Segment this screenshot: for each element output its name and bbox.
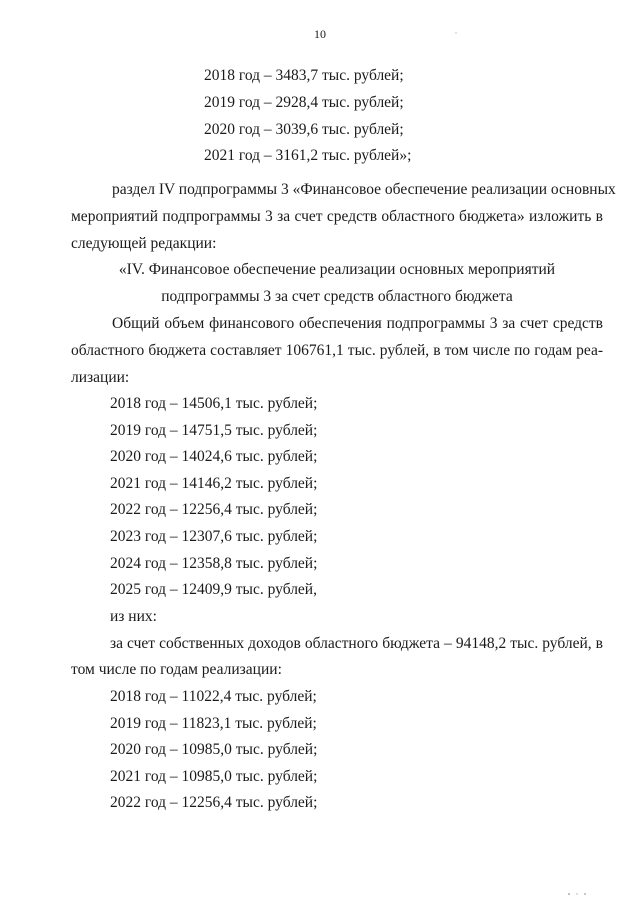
paragraph-line: Общий объем финансового обеспечения подпрограммы 3 за счет средств bbox=[112, 315, 603, 332]
year-amount-line: 2023 год – 12307,6 тыс. рублей; bbox=[110, 528, 318, 545]
scan-speck bbox=[566, 890, 590, 898]
year-amount-line: 2020 год – 3039,6 тыс. рублей; bbox=[204, 121, 404, 138]
year-amount-line: 2018 год – 3483,7 тыс. рублей; bbox=[204, 67, 404, 84]
paragraph-line: мероприятий подпрограммы 3 за счет средств областного бюджета» изложить в bbox=[71, 208, 603, 225]
year-amount-line: 2018 год – 14506,1 тыс. рублей; bbox=[110, 395, 318, 412]
year-amount-line: 2019 год – 2928,4 тыс. рублей; bbox=[204, 94, 404, 111]
paragraph-line: том числе по годам реализации: bbox=[71, 661, 282, 678]
year-amount-line: 2025 год – 12409,9 тыс. рублей, bbox=[110, 581, 317, 598]
year-amount-line: 2024 год – 12358,8 тыс. рублей; bbox=[110, 555, 318, 572]
year-amount-line: 2020 год – 14024,6 тыс. рублей; bbox=[110, 448, 318, 465]
year-amount-line: 2022 год – 12256,4 тыс. рублей; bbox=[110, 794, 318, 811]
section-heading: «IV. Финансовое обеспечение реализации основных мероприятий bbox=[118, 261, 556, 278]
paragraph-line: за счет собственных доходов областного бюджета – 94148,2 тыс. рублей, в bbox=[110, 635, 603, 652]
year-amount-line: 2021 год – 14146,2 тыс. рублей; bbox=[110, 475, 318, 492]
year-amount-line: 2021 год – 10985,0 тыс. рублей; bbox=[110, 768, 318, 785]
year-amount-line: 2018 год – 11022,4 тыс. рублей; bbox=[110, 688, 317, 705]
page-number: 10 bbox=[314, 27, 326, 41]
year-amount-line: 2019 год – 14751,5 тыс. рублей; bbox=[110, 422, 318, 439]
scan-speck bbox=[453, 30, 459, 36]
paragraph-line: лизации: bbox=[71, 369, 130, 386]
paragraph-line: областного бюджета составляет 106761,1 тыс. рублей, в том числе по годам реа- bbox=[71, 342, 603, 359]
year-amount-line: 2021 год – 3161,2 тыс. рублей»; bbox=[204, 147, 412, 164]
paragraph-line: раздел IV подпрограммы 3 «Финансовое обеспечение реализации основных bbox=[112, 181, 616, 198]
year-amount-line: 2020 год – 10985,0 тыс. рублей; bbox=[110, 741, 318, 758]
year-amount-line: 2022 год – 12256,4 тыс. рублей; bbox=[110, 501, 318, 518]
paragraph-line: из них: bbox=[110, 608, 157, 625]
section-heading: подпрограммы 3 за счет средств областного бюджета bbox=[161, 288, 513, 305]
year-amount-line: 2019 год – 11823,1 тыс. рублей; bbox=[110, 715, 317, 732]
paragraph-line: следующей редакции: bbox=[71, 235, 217, 252]
